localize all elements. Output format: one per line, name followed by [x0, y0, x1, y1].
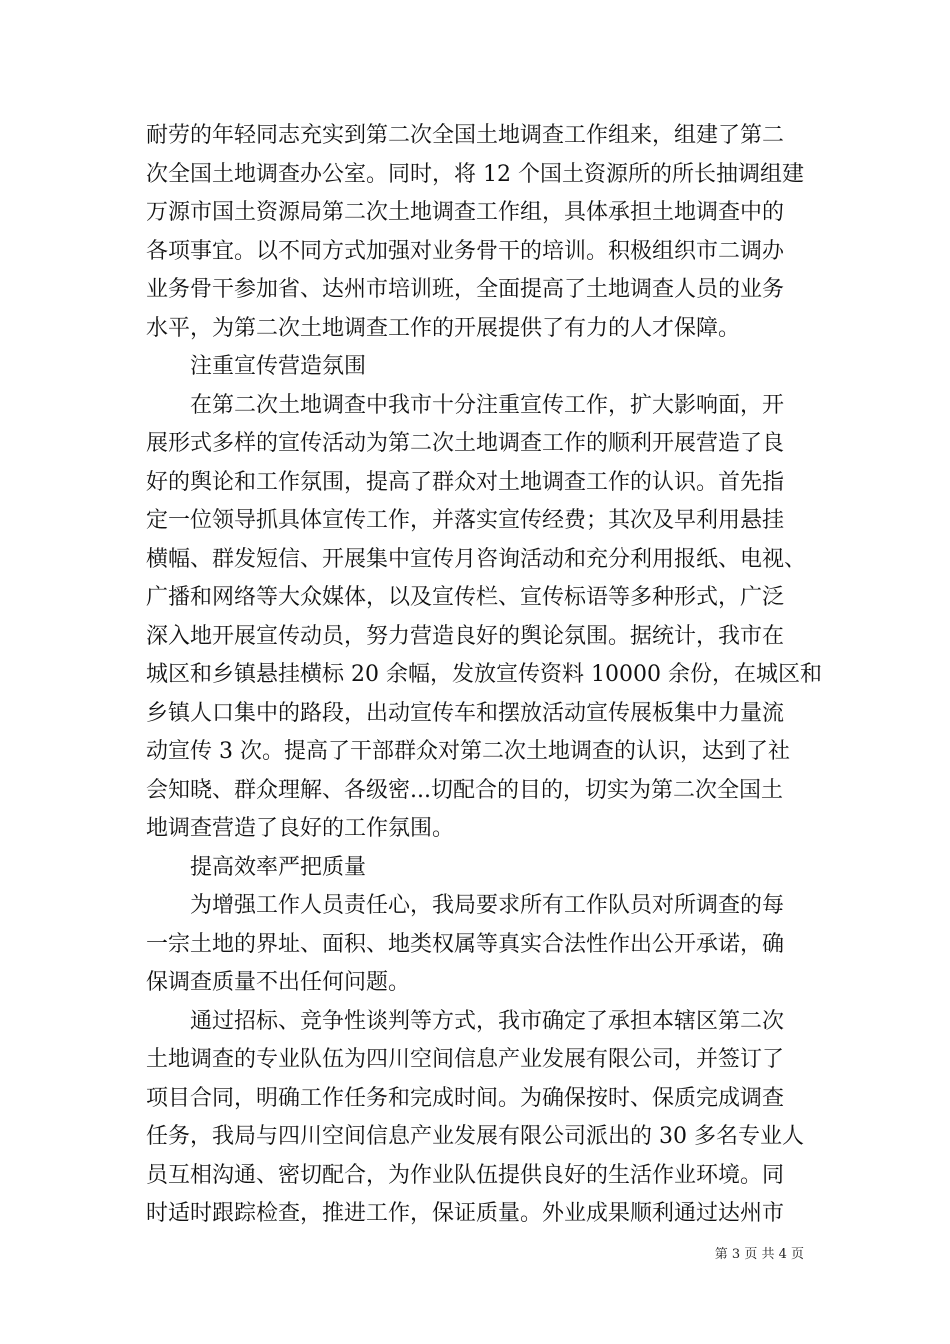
paragraph-line: 动宣传 3 次。提高了干部群众对第二次土地调查的认识，达到了社 — [146, 739, 790, 764]
paragraph-line: 时适时跟踪检查，推进工作，保证质量。外业成果顺利通过达州市 — [146, 1201, 785, 1226]
paragraph-line: 土地调查的专业队伍为四川空间信息产业发展有限公司，并签订了 — [146, 1047, 785, 1072]
paragraph-line: 各项事宜。以不同方式加强对业务骨干的培训。积极组织市二调办 — [146, 238, 785, 264]
paragraph-line: 业务骨干参加省、达州市培训班，全面提高了土地调查人员的业务 — [146, 277, 785, 302]
paragraph-line: 展形式多样的宣传活动为第二次土地调查工作的顺利开展营造了良 — [146, 431, 785, 456]
paragraph-line: 在第二次土地调查中我市十分注重宣传工作，扩大影响面，开 — [190, 392, 785, 418]
paragraph-line: 水平，为第二次土地调查工作的开展提供了有力的人才保障。 — [146, 315, 741, 341]
paragraph-line: 保调查质量不出任何问题。 — [146, 970, 411, 995]
paragraph-line: 员互相沟通、密切配合，为作业队伍提供良好的生活作业环境。同 — [146, 1162, 785, 1188]
paragraph-line: 乡镇人口集中的路段，出动宣传车和摆放活动宣传展板集中力量流 — [146, 700, 785, 726]
paragraph-line: 一宗土地的界址、面积、地类权属等真实合法性作出公开承诺，确 — [146, 931, 785, 957]
paragraph-line: 通过招标、竞争性谈判等方式，我市确定了承担本辖区第二次 — [190, 1008, 785, 1034]
paragraph-line: 城区和乡镇悬挂横标 20 余幅，发放宣传资料 10000 余份，在城区和 — [146, 662, 822, 687]
paragraph-line: 任务，我局与四川空间信息产业发展有限公司派出的 30 多名专业人 — [146, 1124, 804, 1149]
paragraph-line: 为增强工作人员责任心，我局要求所有工作队员对所调查的每 — [190, 893, 785, 918]
paragraph-line: 地调查营造了良好的工作氛围。 — [146, 816, 455, 841]
paragraph-line: 深入地开展宣传动员，努力营造良好的舆论氛围。据统计，我市在 — [146, 623, 785, 649]
section-heading: 注重宣传营造氛围 — [190, 354, 367, 379]
paragraph-line: 项目合同，明确工作任务和完成时间。为确保按时、保质完成调查 — [146, 1085, 785, 1111]
paragraph-line: 次全国土地调查办公室。同时，将 12 个国土资源所的所长抽调组建 — [146, 161, 804, 187]
paragraph-line: 耐劳的年轻同志充实到第二次全国土地调查工作组来，组建了第二 — [146, 123, 785, 148]
section-heading: 提高效率严把质量 — [190, 854, 367, 880]
paragraph-line: 定一位领导抓具体宣传工作，并落实宣传经费；其次及早利用悬挂 — [146, 508, 785, 533]
paragraph-line: 会知晓、群众理解、各级密...切配合的目的，切实为第二次全国土 — [146, 777, 783, 803]
paragraph-line: 横幅、群发短信、开展集中宣传月咨询活动和充分利用报纸、电视、 — [146, 546, 807, 572]
document-body — [146, 117, 822, 1234]
paragraph-line: 万源市国土资源局第二次土地调查工作组，具体承担土地调查中的 — [146, 200, 785, 225]
paragraph-line: 好的舆论和工作氛围，提高了群众对土地调查工作的认识。首先指 — [146, 469, 785, 495]
paragraph-line: 广播和网络等大众媒体，以及宣传栏、宣传标语等多种形式，广泛 — [146, 585, 785, 610]
page-number: 第 3 页 共 4 页 — [714, 1247, 804, 1262]
